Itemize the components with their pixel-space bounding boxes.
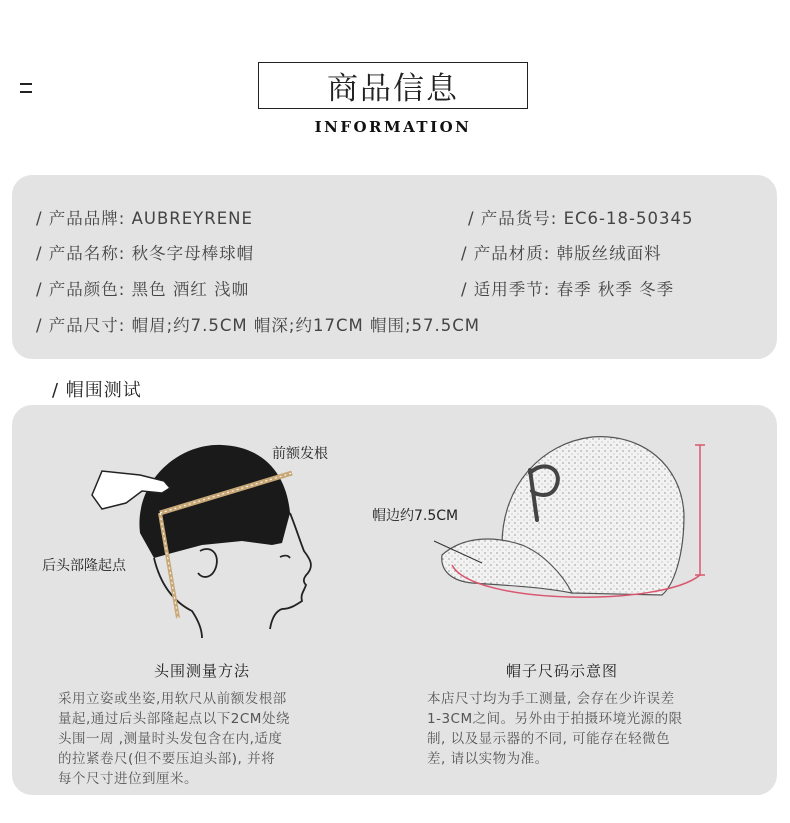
product-brand: / 产品品牌: AUBREYRENE bbox=[36, 209, 253, 228]
method-title: 头围测量方法 bbox=[153, 662, 250, 680]
size-disclaimer: 本店尺寸均为手工测量, 会存在少许误差 1-3CM之间。另外由于拍摄环境光源的限 制, 以及显示器的不同, 可能存在轻微色 差, 请以实物为准。 bbox=[427, 691, 683, 767]
product-item-no: / 产品货号: EC6-18-50345 bbox=[468, 209, 694, 228]
product-material: / 产品材质: 韩版丝绒面料 bbox=[461, 244, 662, 263]
method-description: 采用立姿或坐姿,用软尺从前额发根部 量起,通过后头部隆起点以下2CM处绕 头围一周 ,测量时头发包含在内,适度 的拉紧卷尺(但不要压迫头部), 并将 每个尺寸进位到厘米。 bbox=[58, 691, 290, 787]
cap-brim-label: 帽边约7.5CM bbox=[372, 508, 459, 524]
product-season: / 适用季节: 春季 秋季 冬季 bbox=[461, 280, 675, 299]
measure-panel bbox=[12, 405, 777, 795]
front-hairline-label: 前额发根 bbox=[272, 446, 328, 462]
section-subtitle: INFORMATION bbox=[314, 118, 472, 136]
head-measure-illustration-icon bbox=[82, 433, 342, 638]
corner-mark bbox=[20, 80, 32, 94]
product-info-panel bbox=[12, 175, 777, 359]
size-diagram-title: 帽子尺码示意图 bbox=[505, 662, 618, 680]
measure-heading: / 帽围测试 bbox=[52, 380, 142, 401]
product-name: / 产品名称: 秋冬字母棒球帽 bbox=[36, 244, 255, 263]
product-colors: / 产品颜色: 黑色 酒红 浅咖 bbox=[36, 280, 250, 299]
back-head-label: 后头部隆起点 bbox=[42, 558, 126, 574]
product-size: / 产品尺寸: 帽眉;约7.5CM 帽深;约17CM 帽围;57.5CM bbox=[36, 316, 481, 335]
section-title: 商品信息 bbox=[258, 62, 528, 109]
